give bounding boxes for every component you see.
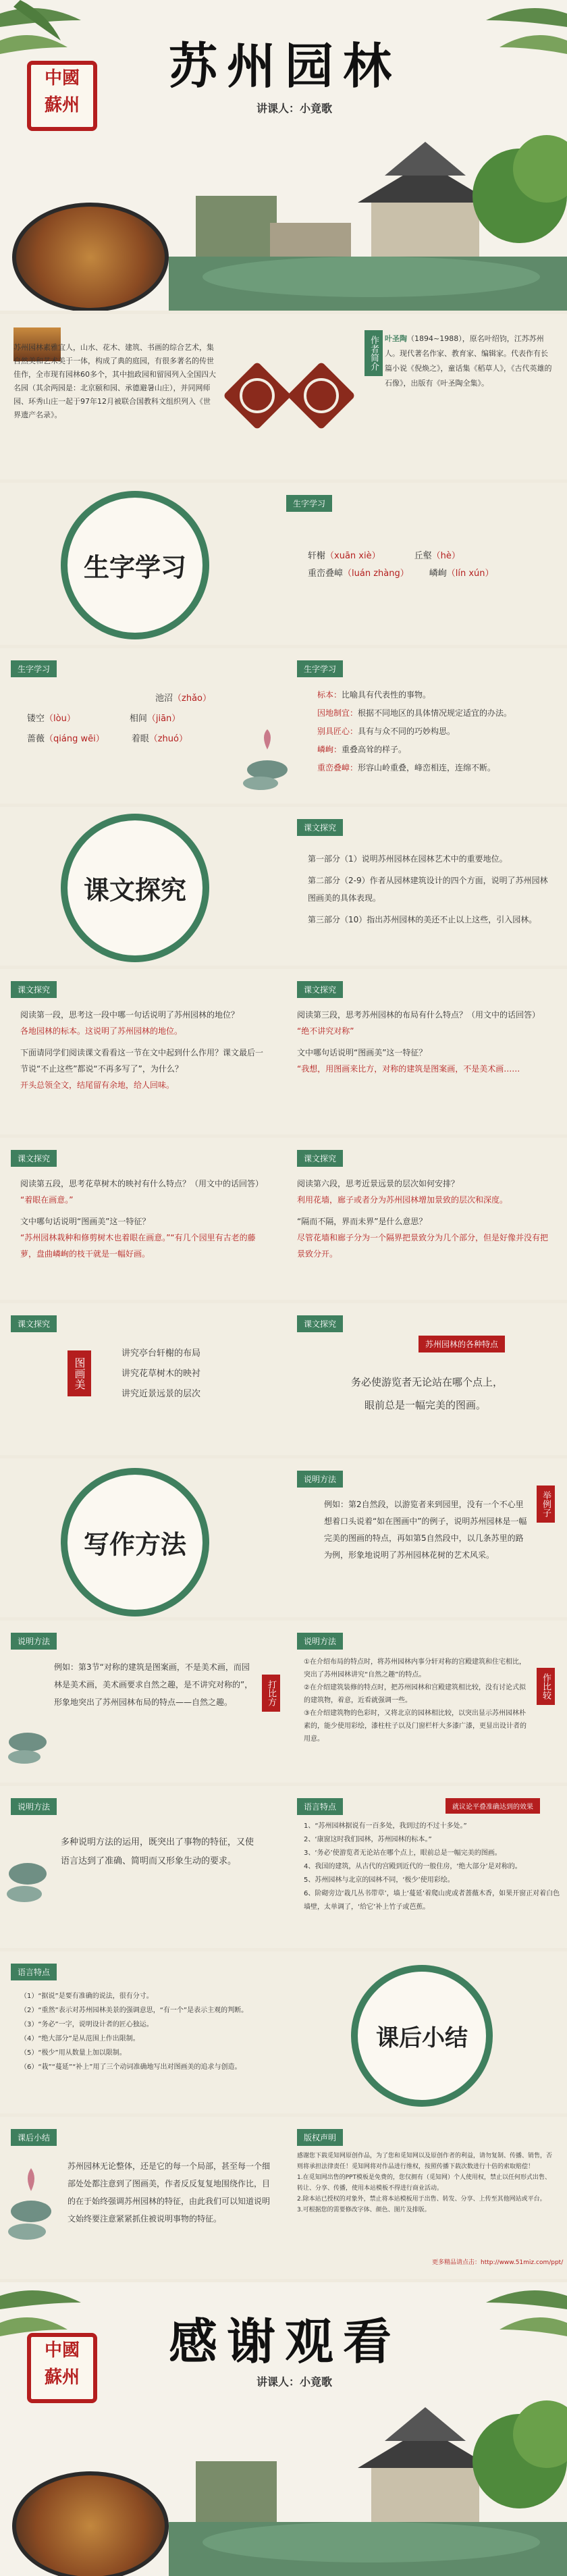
write3-vertical-tag: 作比较 [537,1668,555,1705]
end-lecturer: 讲课人：小竟歌 [256,2375,333,2388]
write6-lines: （1）“据说”是要有准确的说法，很有分寸。 （2）“重然”表示对苏州园林美景的强调意思，“有一个”是表示主观的判断。 （3）“务必”一字，说明设计者的匠心独运。 （4）“绝大部分”是从范围上作出限制。 （5）“极少”用从数量上加以限制。 （6）“栽”“蔓延”“补上”用了三个动词准确地写出对图画美的追求与创造。 [20,1993,248,2071]
lotus-ink-illustration-4 [4,2164,58,2259]
vocab3-tag: 生字学习 [297,660,343,677]
explore7-tag: 课文探究 [297,1315,343,1332]
write2-body: 例如：第3节“对称的建筑是图案画，不是美术画，而园林是美术画，美术画要求自然之趣，是不讲究对称的”，形象地突出了苏州园林布局的特点——自然之趣。 [54,1662,253,1707]
copyright-lines: 感谢您下载觅知网原创作品，为了您和觅知网以及原创作者的利益，请勿复制、传播、销售，否则将承担法律责任！觅知网将对作品进行维权，按照传播下载次数进行十倍的索取赔偿！ 1.在觅知网出售的PPT模板是免费的，您仅拥有（觅知网）个人使用权，禁止以任何形式出售、转让、分享、传播，使用本站模板不得进行商业活动。 2.除本站已授权的对象外，禁止将本站模板用于出售、转发、分享、上传至其他网站或平台。 3.可根据您的需要修改字体、颜色、图片及排版。 [297,2153,553,2213]
vocab3-list: 标本：比喻具有代表性的事物。 因地制宜：根据不同地区的具体情况规定适宜的办法。 别具匠心：具有与众不同的巧妙构思。 嶙峋：重叠高耸的样子。 重峦叠嶂：形容山岭重叠，峰峦相连，连绵不断。 [317,690,512,772]
write5-lines: 1、“苏州园林据说有一百多处，我到过的不过十多处。” 2、‘康窗这时我们园林，苏州园林的标本。” 3、‘务必’使游览者无论站在哪个点上，眼前总是一幅完美的图画。 4、我国的建筑，从古代的宫殿到近代的一般住房，‘绝大部分’是对称的。 5、苏州园林与北京的园林不同，‘极少’使用彩绘。 6、阶砌旁边‘栽几丛书带草’，墙上‘蔓延’着爬山虎或者蔷薇木香，如果开窗正对着白色墙壁，太单调了，‘给它’补上竹子或芭蕉。 [304,1822,560,1911]
section-circle-explore [61,814,209,962]
lotus-ink-illustration-3 [4,1826,51,1914]
copyright-tag: 版权声明 [297,2129,343,2146]
explore5-text: 阅读第六段，思考近景远景的层次如何安排？ 利用花墙，廊子或者分为苏州园林增加景致的层次和深度。 “隔而不隔，界而未界”是什么意思？ 尽管花墙和廊子分为一个隔界把景致分为几个部分，但是好像并没有把景致分开。 [297,1179,549,1259]
vocab1-rows [308,548,558,583]
end-title: 感谢观看 [169,2313,402,2370]
vocab2-list: 池沼（zhǎo） 镂空（lòu） 相间（jiān） 蔷薇（qiáng wēi） 着眼（zhuó） [27,693,211,744]
intro-paragraph: 苏州园林素雅宜人，山水、花木、建筑、书画的综合艺术，集自然美和艺术美于一体，构成了典的庭园，有很多著名的传世佳作，全市现有园林60多个，其中拙政园和留园列入全国四大名园（其余两园是：北京颐和园、承德避暑山庄），并同网师园、环秀山庄一起于97年12月被联合国教科文组织列入《世界遗产名录》。 [14,343,216,419]
write-slide-6-summary [0,1951,567,2113]
explore4-tag: 课文探究 [11,1150,57,1167]
section-circle-vocab [61,491,209,639]
author-tag: 作者简介 [364,330,383,376]
section-circle-summary [351,1965,493,2107]
write3-tag: 说明方法 [297,1633,343,1650]
author-body: （1894~1988），原名叶绍钧，江苏苏州人。现代著名作家、教育家、编辑家。代表作有长篇小说《倪焕之》，童话集《稻草人》，《古代英雄的石像》，出版有《叶圣陶全集》。 [385,334,552,388]
explore-slide-1 [0,807,567,966]
write6-tag: 语言特点 [11,1964,57,1980]
write5-tag: 语言特点 [297,1798,343,1815]
vocab1-tag: 生字学习 [286,495,332,512]
explore5-tag: 课文探究 [297,1150,343,1167]
explore3-text: 阅读第三段，思考苏州园林的布局有什么特点？（用文中的话回答） “绝不讲究对称” 文中哪句话说明“图画美”这一特征？ “我想，用图画来比方，对称的建筑是图案画，不是美术画…… [297,1010,541,1074]
cover-lecturer: 讲课人：小竟歌 [256,102,333,115]
explore7-lines: 务必使游览者无论站在哪个点上， 眼前总是一幅完美的图画。 [351,1376,504,1411]
copyright-link[interactable]: 更多精品请点击：http://www.51miz.com/ppt/ [432,2259,564,2266]
write-slide-4-5 [0,1786,567,1948]
canal-photo-circle-end [12,2471,169,2576]
explore-slide-4-5 [0,1138,567,1300]
garden-pavilion-illustration-end [169,2394,567,2576]
cover-title: 苏州园林 [169,37,402,95]
section-circle-title: 课文探究 [83,874,186,905]
explore-slide-6-7 [0,1303,567,1455]
section-circle-title: 生字学习 [83,552,186,583]
write5-red-tag: 就议论平叠准确达到的效果 [446,1798,540,1814]
vocab2-tag: 生字学习 [11,660,57,677]
lattice-window-icon-2 [287,361,356,430]
vocab-slide-2-3 [0,648,567,804]
write2-vertical-tag: 打比方 [262,1675,280,1712]
write1-body: 例如：第2自然段，以游览者来到园里，没有一个不心里想着口头说着“如在图画中”的例子，说明苏州园林是一幅完美的图画的特点，再如第5自然段中，以几条苏里的路为例，形象地说明了苏州园林花树的艺术风采。 [324,1500,527,1560]
write-slide-2-3 [0,1621,567,1783]
suzhou-seal [27,61,97,131]
canal-photo-circle [12,203,169,311]
lotus-ink-illustration-2 [4,1702,51,1769]
author-name: 叶圣陶 [385,334,407,343]
bamboo-leaves-decoration-right [459,0,567,68]
section-circle-title: 课后小结 [376,2024,468,2052]
cover-slide [0,0,567,311]
vocab1-row-2: 重峦叠嶂（luán zhàng） 嶙峋（lín xún） [308,569,494,579]
explore6-tag: 课文探究 [11,1315,57,1332]
write1-vertical-tag: 举例子 [537,1486,555,1523]
seal-text-bottom: 蘇州 [44,95,80,115]
explore1-tag: 课文探究 [297,819,343,836]
explore1-lines: 第一部分（1）说明苏州园林在园林艺术中的重要地位。 第二部分（2-9）作者从园林建筑设计的四个方面，说明了苏州园林图画美的具体表现。 第三部分（10）指出苏州园林的美还不止以上这些，引入园林。 [308,854,548,924]
seal-text-top: 中國 [44,68,80,88]
end-slide [0,2282,567,2576]
write3-lines: ①在介绍布局的特点时，将苏州园林内事分轩对称的宫殿建筑和住宅相比，突出了苏州园林讲究“自然之趣”的特点。 ②在介绍建筑装修的特点时，把苏州园林和宫殿建筑相比较，没有讨论式拟的建筑物，着意，近看就强调一些。 ③在介绍建筑物的色彩时，又将北京的园林相比较，以突出显示苏州园林朴素的，能少使用彩绘，漆柱柱子以及门窗栏杆大多漆广漆，更显出设计者的用意。 [304,1658,526,1743]
explore2-text: 阅读第一段，思考这一段中哪一句话说明了苏州园林的地位？ 各地园林的标本。这说明了苏州园林的地位。 下面请同学们阅读课文看看这一节在文中起到什么作用？课文最后一节说“不止这些”都说“不再多写了”，为什么？ 开头总领全文，结尾留有余地，给人回味。 [20,1010,264,1090]
explore2-tag: 课文探究 [11,981,57,998]
vocab1-row-1: 轩榭（xuān xiè） 丘壑（hè） [308,551,460,561]
section-circle-title: 写作方法 [83,1529,186,1560]
write1-tag: 说明方法 [297,1471,343,1488]
vocab-slide-1 [0,483,567,645]
explore7-red-tag: 苏州园林的各种特点 [418,1336,505,1352]
seal-text-bottom: 蘇州 [44,2367,80,2388]
explore3-tag: 课文探究 [297,981,343,998]
summary2-tag: 课后小结 [11,2129,57,2146]
garden-pavilion-illustration [169,122,567,311]
section-circle-writing [61,1468,209,1616]
write2-tag: 说明方法 [11,1633,57,1650]
lattice-window-icon [223,361,292,430]
summary-copyright-slide [0,2117,567,2279]
intro-slide [0,314,567,479]
summary2-body: 苏州园林无论整体，还是它的每一个局部，甚至每一个细部处处都注意到了图画美，作者反反复复地围绕作比，目的在于始终强调苏州园林的特征，由此我们可以知道说明文始终要注意紧紧抓住被说明事物的特征。 [68,2161,271,2224]
explore4-text: 阅读第五段，思考花草树木的映衬有什么特点？（用文中的话回答） “着眼在画意。” 文中哪句话说明“图画美”这一特征？ “苏州园林栽种和修剪树木也着眼在画意。”“有几个园里有古老的藤萝，盘曲嶙峋的枝干就是一幅好画。 [20,1179,264,1259]
explore-slide-2-3 [0,969,567,1134]
lotus-ink-illustration [240,729,294,797]
write4-tag: 说明方法 [11,1798,57,1815]
bamboo-leaves-decoration-end-right [459,2282,567,2343]
explore6-lines: 讲究亭台轩榭的布局 讲究花草树木的映衬 讲究近景远景的层次 [122,1348,201,1399]
explore6-vertical-tag: 图画美 [68,1350,91,1396]
author-text [385,332,554,391]
write-slide-1 [0,1458,567,1617]
suzhou-seal-end [27,2333,97,2403]
write4-body: 多种说明方法的运用，既突出了事物的特征，又使语言达到了准确、简明而又形象生动的要求。 [61,1837,254,1866]
seal-text-top: 中國 [44,2340,80,2361]
